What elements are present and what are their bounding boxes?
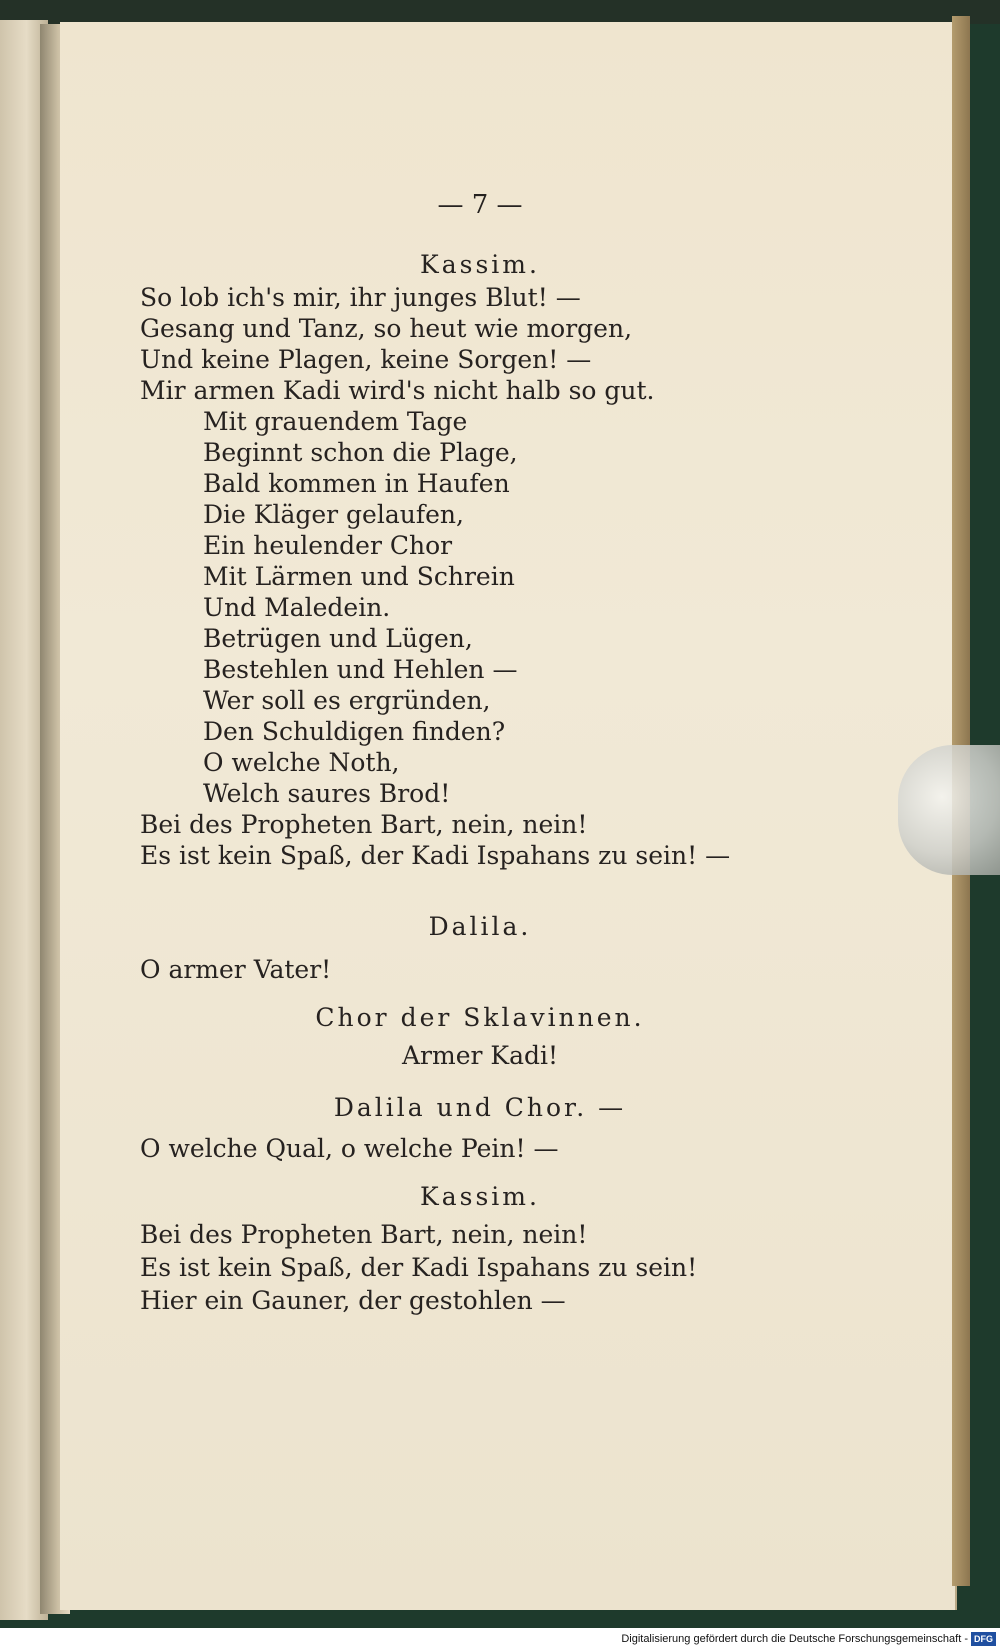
speaker-heading: Chor der Sklavinnen.: [315, 1003, 645, 1032]
verse-line: Mit grauendem Tage: [203, 407, 468, 436]
verse-line: Wer soll es ergründen,: [203, 686, 491, 715]
speaker-heading: Kassim.: [420, 250, 540, 279]
verse-line: Und keine Plagen, keine Sorgen! —: [140, 345, 592, 374]
speaker-heading: Dalila und Chor. —: [333, 1093, 627, 1122]
verse-line: Welch saures Brod!: [203, 779, 451, 808]
verse-line: Bei des Propheten Bart, nein, nein!: [140, 1220, 588, 1249]
verse-line: Betrügen und Lügen,: [203, 624, 473, 653]
verse-line: Hier ein Gauner, der gestohlen —: [140, 1286, 566, 1315]
verse-line: So lob ich's mir, ihr junges Blut! —: [140, 283, 581, 312]
verse-line: Die Kläger gelaufen,: [203, 500, 464, 529]
verse-line: Und Maledein.: [203, 593, 391, 622]
speaker-heading: Dalila.: [428, 912, 532, 941]
verse-line: O welche Noth,: [203, 748, 400, 777]
verse-line: Beginnt schon die Plage,: [203, 438, 518, 467]
glass-weight: [898, 745, 1000, 875]
scan-background-top: [0, 0, 1000, 24]
footer-credit: Digitalisierung gefördert durch die Deutsche Forschungsgemeinschaft -: [621, 1633, 968, 1645]
verse-line: O welche Qual, o welche Pein! —: [140, 1134, 559, 1163]
speaker-heading: Kassim.: [420, 1182, 540, 1211]
verse-line: Bald kommen in Haufen: [203, 469, 510, 498]
page-number: — 7 —: [437, 190, 523, 220]
verse-line: Bestehlen und Hehlen —: [203, 655, 518, 684]
verse-line: Bei des Propheten Bart, nein, nein!: [140, 810, 588, 839]
dfg-logo-icon: DFG: [971, 1632, 996, 1646]
verse-line: Armer Kadi!: [401, 1041, 559, 1070]
verse-line: Ein heulender Chor: [203, 531, 453, 560]
verse-line: Mit Lärmen und Schrein: [203, 562, 515, 591]
verse-line: Den Schuldigen finden?: [203, 717, 506, 746]
verse-line: Es ist kein Spaß, der Kadi Ispahans zu sein! —: [140, 841, 731, 870]
verse-line: O armer Vater!: [140, 955, 332, 984]
verse-line: Gesang und Tanz, so heut wie morgen,: [140, 314, 633, 343]
verse-line: Es ist kein Spaß, der Kadi Ispahans zu sein!: [140, 1253, 698, 1282]
verse-line: Mir armen Kadi wird's nicht halb so gut.: [140, 376, 655, 405]
